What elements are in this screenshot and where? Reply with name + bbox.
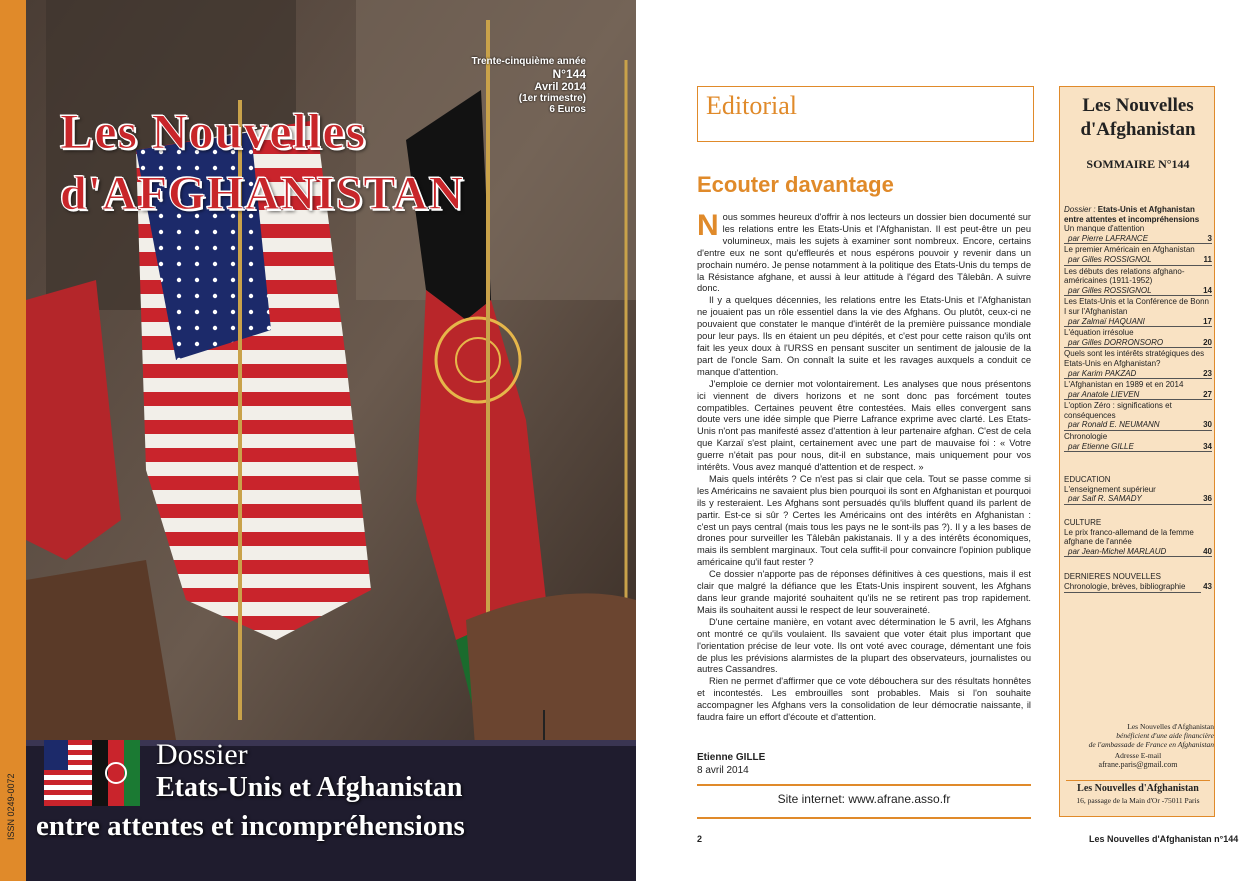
editorial-heading: Editorial <box>706 91 797 120</box>
article-paragraph: D'une certaine manière, en votant avec détermination le 5 avril, les Afghans ont montré ce qu'ils voulaient. Ils savaient que voter était plus important que l'orientation précise de leur vote. Ils ont voté avec courage, démentant une fois de plus les prévisions alarmistes de la plupart des observateurs, journalistes ou autres Cassandres. <box>697 616 1031 675</box>
toc-author-name: par Ronald E. NEUMANN <box>1068 420 1160 430</box>
issue-info <box>472 56 586 115</box>
sommaire-sidebar <box>1059 86 1215 817</box>
editorial-header-box <box>697 86 1034 142</box>
toc-author-name: par Saif R. SAMADY <box>1068 494 1142 504</box>
toc-entry-author <box>1064 286 1212 297</box>
toc-entry-author <box>1064 234 1212 245</box>
toc-entry-author <box>1064 494 1212 505</box>
toc-entry-author <box>1064 390 1212 401</box>
divider <box>697 817 1031 819</box>
toc-culture-heading: CULTURE <box>1064 518 1102 528</box>
toc-entry-title[interactable]: Le prix franco-allemand de la femme afghane de l'année <box>1064 527 1194 547</box>
toc-entry-title[interactable]: Le premier Américain en Afghanistan <box>1064 245 1195 255</box>
toc-entry-title[interactable]: L'option Zéro : significations et conséquences <box>1064 401 1172 420</box>
page-number: 2 <box>697 834 703 844</box>
website-link[interactable]: Site internet: www.afrane.asso.fr <box>777 792 951 806</box>
table-of-contents <box>1064 205 1212 593</box>
sommaire-heading: SOMMAIRE N°144 <box>1086 157 1190 171</box>
toc-entry-page: 20 <box>1203 337 1212 347</box>
toc-news-heading: DERNIERES NOUVELLES <box>1064 572 1161 582</box>
dossier-title-line2: entre attentes et incompréhensions <box>36 810 465 842</box>
toc-entry-page: 30 <box>1203 420 1212 430</box>
toc-entry-page: 27 <box>1203 389 1212 399</box>
article-paragraph: Nous sommes heureux d'offrir à nos lecteurs un dossier bien documenté sur les relations entre les Etats-Unis et l'Afghanistan. Il est peut-être un peu volumineux, mais les sujets à examiner sont nombreux. Encore, certains d'entre eux ne sont qu'effleurés et nous espérons pouvoir y revenir dans un prochain numéro. Je pense notamment à la politique des Etats-Unis du temps de la Résistance afghane, et aussi à leur attitude à l'égard des Tâlebân. A suivre donc. <box>697 209 1031 294</box>
masthead-line1: Les Nouvelles <box>60 103 367 159</box>
toc-entry-title[interactable]: Chronologie <box>1064 432 1108 442</box>
toc-entry-title[interactable]: L'enseignement supérieur <box>1064 484 1156 494</box>
article-paragraph: Rien ne permet d'affirmer que ce vote débouchera sur des résultats honnêtes et incontestés. Les embrouilles sont probables. Mais si l'on souhaite accompagner les Afghans vers la consolidation de leur démocratie naissante, il faudra faire un effort d'écoute et d'attention. <box>697 676 1031 723</box>
toc-author-name: par Anatole LIEVEN <box>1068 389 1140 399</box>
toc-entry-title[interactable]: L'équation irrésolue <box>1064 328 1134 338</box>
toc-author-name: par Karim PAKZAD <box>1068 368 1137 378</box>
issue-number: N°144 <box>552 67 586 81</box>
toc-entry-page: 3 <box>1207 233 1212 243</box>
issue-price: 6 Euros <box>549 104 586 115</box>
sidebar-title-line1: Les Nouvelles <box>1082 95 1194 116</box>
email-link[interactable]: afrane.paris@gmail.com <box>1098 760 1178 769</box>
issn-label: ISSN 0249-0072 <box>6 773 16 840</box>
toc-entry-author <box>1064 255 1212 266</box>
toc-entry-page: 34 <box>1203 441 1212 451</box>
toc-author-name: par Pierre LAFRANCE <box>1068 233 1149 243</box>
article-author: Etienne GILLE <box>697 752 766 763</box>
toc-education-heading: EDUCATION <box>1064 475 1111 485</box>
issue-month: Avril 2014 <box>534 81 586 93</box>
toc-entry-author <box>1064 369 1212 380</box>
toc-entry-page: 36 <box>1203 494 1212 504</box>
toc-author-name: par Etienne GILLE <box>1068 441 1134 451</box>
sidebar-title-line2: d'Afghanistan <box>1080 119 1196 140</box>
toc-entry-author <box>1064 317 1212 328</box>
toc-entry-page: 23 <box>1203 368 1212 378</box>
drop-cap: N <box>697 209 719 242</box>
dossier-label: Dossier <box>156 738 248 771</box>
divider <box>1066 780 1210 781</box>
toc-author-name: par Jean-Michel MARLAUD <box>1068 546 1167 556</box>
toc-entry-author <box>1064 420 1212 431</box>
toc-entry-title[interactable]: Les débuts des relations afghano-américaines (1911-1952) <box>1064 266 1185 286</box>
article-paragraph: J'emploie ce dernier mot volontairement. Les analyses que nous présentons ici viennent de divers horizons et ne sont donc pas forcément toutes compatibles. Certaines peuvent être contestées. Mais elles convergent sans doute vers une idée simple que Pierre Lafrance exprime avec clarté. Les Etats-Unis n'ont pas manifesté assez d'attention à leur partenaire afghan. C'est de cela que Karzaï s'est plaint, certainement avec une part de mauvaise foi : « Votre guerre n'était pas pour nous, dit-il en substance, mais uniquement pour vos intérêts. Vous avez manqué d'attention et de respect. » <box>697 378 1031 473</box>
dossier-title-line1: Etats-Unis et Afghanistan <box>156 772 463 803</box>
toc-author-name: par Gilles DORRONSORO <box>1068 337 1164 347</box>
toc-author-name: par Gilles ROSSIGNOL <box>1068 254 1152 264</box>
toc-entry[interactable] <box>1064 582 1212 593</box>
sidebar-footer-address: 16, passage de la Main d'Or -75011 Paris <box>1076 796 1200 805</box>
article-date: 8 avril 2014 <box>697 765 749 776</box>
masthead-line2: d'AFGHANISTAN <box>60 167 465 220</box>
toc-entry-author <box>1064 338 1212 349</box>
toc-entry-page: 17 <box>1203 316 1212 326</box>
toc-entry-title: Chronologie, brèves, bibliographie <box>1064 582 1201 593</box>
article-paragraph: Ce dossier n'apporte pas de réponses définitives à ces questions, mais il est clair que malgré la défiance que les Etats-Unis inspirent souvent, les Afghans dans leur grande majorité souhaitent qu'ils ne se retirent pas trop rapidement. Mais ils souhaitent aussi le respect de leur souveraineté. <box>697 569 1031 615</box>
toc-author-name: par Gilles ROSSIGNOL <box>1068 285 1152 295</box>
us-afghan-flags-icon <box>44 740 140 806</box>
article-paragraph: Il y a quelques décennies, les relations entre les Etats-Unis et l'Afghanistan ne jouaient pas un rôle essentiel dans la vie des Afghans. Ou plutôt, ceux-ci ne pouvaient que constater le manque d'intérêt de la première puissance mondiale pour leur pays. Ils en étaient un peu dépités, et c'est pour cette raison qu'ils ont fait les yeux doux à l'URSS en pensant susciter un sentiment de jalousie de la part de l'oncle Sam. On connaît la suite et les ravages auxquels a conduit ce manque d'attention. <box>697 295 1031 377</box>
toc-entry-page: 11 <box>1203 254 1212 264</box>
toc-entry-title[interactable]: Un manque d'attention <box>1064 224 1145 234</box>
toc-entry-title[interactable]: Les Etats-Unis et la Conférence de Bonn I sur l'Afghanistan <box>1064 297 1209 316</box>
toc-entry-title[interactable]: Quels sont les intérêts stratégiques des Etats-Unis en Afghanistan? <box>1064 349 1205 368</box>
toc-entry-page: 43 <box>1203 582 1212 591</box>
issue-quarter: (1er trimestre) <box>518 93 586 104</box>
article-title: Ecouter davantage <box>697 172 894 197</box>
toc-entry-author <box>1064 442 1212 453</box>
toc-entry-title[interactable]: L'Afghanistan en 1989 et en 2014 <box>1064 380 1184 390</box>
toc-entry-page: 40 <box>1203 546 1212 556</box>
sidebar-footer-title: Les Nouvelles d'Afghanistan <box>1077 783 1199 794</box>
toc-author-name: par Zalmaï HAQUANI <box>1068 316 1145 326</box>
article-paragraph: Mais quels intérêts ? Ce n'est pas si clair que cela. Tout se passe comme si les Américains ne savaient plus bien pourquoi ils sont en Afghanistan et pourquoi ils y resteraient. Les Afghans sont persuadés qu'ils bluffent quand ils parlent de partir. Est-ce si sûr ? Certes les Américains ont des intérêts en Afghanistan : c'est un pays central (mais tous les pays ne le sont-ils pas ?). Il y a les bases de drones pour surveiller les Tâlebân pakistanais. Il y a des intérêts économiques, mais ils semblent marginaux. Tout cela suffit-il pour convaincre l'opinion publique américaine qu'il faut rester ? <box>697 473 1031 568</box>
footer-title: Les Nouvelles d'Afghanistan n°144 <box>1089 834 1239 844</box>
divider <box>697 784 1031 786</box>
contact-label: Adresse E-mail <box>1114 751 1162 760</box>
issue-year: Trente-cinquième année <box>471 56 586 67</box>
toc-dossier-heading: Dossier : Etats-Unis et Afghanistan entre attentes et incompréhensions <box>1064 205 1200 224</box>
toc-entry-page: 14 <box>1203 285 1212 295</box>
sidebar-credit: Les Nouvelles d'Afghanistan bénéficient d'une aide financière de l'ambassade de France en Afghanistan Adresse E-mail afrane.paris@gmail.com <box>1062 722 1214 769</box>
toc-entry-author <box>1064 547 1212 558</box>
article-body <box>697 209 1031 724</box>
